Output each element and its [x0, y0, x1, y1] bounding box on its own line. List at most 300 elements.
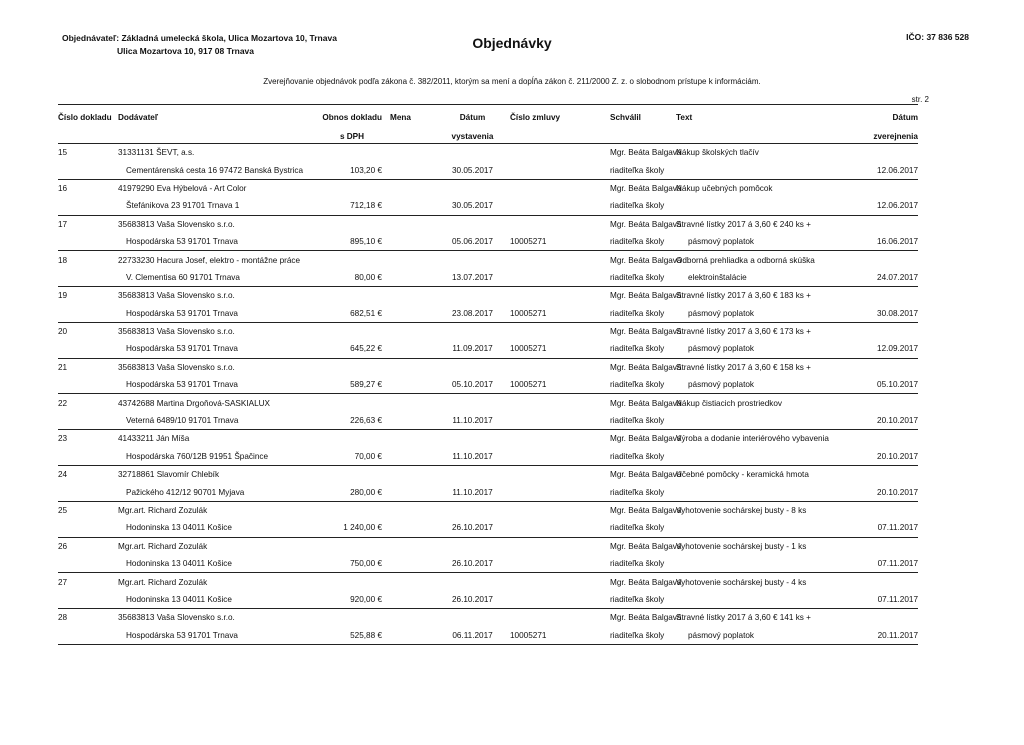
supplier-name: Mgr.art. Richard Zozulák: [118, 577, 208, 587]
order-text-2: pásmový poplatok: [676, 305, 846, 323]
amount-empty: [314, 358, 390, 376]
contract-empty: [510, 358, 598, 376]
published-empty: [846, 537, 918, 555]
approver-role: riaditeľka školy: [598, 305, 676, 323]
currency-empty: [390, 144, 435, 162]
approver-name: Mgr. Beáta Balgavá: [610, 613, 682, 623]
published-empty: [846, 322, 918, 340]
doc-number: 21: [58, 362, 68, 372]
supplier-address: Hospodárska 53 91701 Trnava: [118, 627, 314, 645]
issued-empty: [435, 394, 510, 412]
table-row: [58, 179, 918, 197]
order-text: Nákup čistiacich prostriedkov: [676, 398, 783, 408]
supplier-address: Hospodárska 53 91701 Trnava: [118, 233, 314, 251]
currency-empty: [390, 627, 435, 645]
order-text: Stravné lístky 2017 á 3,60 € 141 ks +: [676, 613, 811, 623]
currency-empty: [390, 430, 435, 448]
table-row: [58, 519, 918, 537]
table-row: [58, 448, 918, 466]
amount-empty: [314, 609, 390, 627]
amount-empty: [314, 430, 390, 448]
currency-empty: [390, 376, 435, 394]
table-row: [58, 197, 918, 215]
approver-role: riaditeľka školy: [598, 555, 676, 573]
order-text: Nákup školských tlačív: [676, 148, 759, 158]
table-row: [58, 555, 918, 573]
publish-date: 24.07.2017: [846, 269, 918, 287]
table-row: [58, 144, 918, 162]
header-amount-vat: s DPH: [314, 124, 390, 144]
header-currency: Mena: [390, 105, 435, 125]
table-row: [58, 537, 918, 555]
publish-date: 05.10.2017: [846, 376, 918, 394]
contract-empty: [510, 501, 598, 519]
header-issued: Dátum: [435, 105, 510, 125]
publish-date: 12.06.2017: [846, 161, 918, 179]
issue-date: 11.10.2017: [435, 483, 510, 501]
doc-number-empty: [58, 483, 118, 501]
currency-empty: [390, 537, 435, 555]
table-row: [58, 591, 918, 609]
table-row: [58, 430, 918, 448]
amount-empty: [314, 537, 390, 555]
order-text: Stravné lístky 2017 á 3,60 € 183 ks +: [676, 291, 811, 301]
supplier-name: 43742688 Martina Drgoňová-SASKIALUX: [118, 398, 271, 408]
doc-number: 23: [58, 434, 68, 444]
supplier-address: Hodoninska 13 04011 Košice: [118, 591, 314, 609]
amount-value: 682,51 €: [314, 305, 390, 323]
approver-name: Mgr. Beáta Balgavá: [610, 506, 682, 515]
table-row: [58, 483, 918, 501]
currency-empty: [390, 269, 435, 287]
amount-value: 280,00 €: [314, 483, 390, 501]
table-row: [58, 573, 918, 591]
contract-empty: [510, 287, 598, 305]
table-row: [58, 287, 918, 305]
doc-number-empty: [58, 519, 118, 537]
doc-number-empty: [58, 305, 118, 323]
publish-date: 30.08.2017: [846, 305, 918, 323]
order-text: Vyhotovenie sochárskej busty - 8 ks: [676, 506, 807, 515]
amount-empty: [314, 144, 390, 162]
contract-empty: [510, 215, 598, 233]
order-text: Stravné lístky 2017 á 3,60 € 158 ks +: [676, 362, 811, 372]
approver-role: riaditeľka školy: [598, 161, 676, 179]
orderer-line-1: Objednávateľ: Základná umelecká škola, Ulica Mozartova 10, Trnava: [62, 33, 337, 43]
order-text: Stravné lístky 2017 á 3,60 € 240 ks +: [676, 219, 811, 229]
currency-empty: [390, 305, 435, 323]
amount-empty: [314, 215, 390, 233]
currency-empty: [390, 197, 435, 215]
contract-number: 10005271: [510, 233, 598, 251]
contract-empty: [510, 430, 598, 448]
currency-empty: [390, 340, 435, 358]
currency-empty: [390, 466, 435, 484]
issued-empty: [435, 322, 510, 340]
amount-value: 70,00 €: [314, 448, 390, 466]
currency-empty: [390, 591, 435, 609]
amount-value: 1 240,00 €: [314, 519, 390, 537]
doc-number-empty: [58, 376, 118, 394]
approver-role: riaditeľka školy: [598, 627, 676, 645]
table-row: [58, 269, 918, 287]
issue-date: 11.09.2017: [435, 340, 510, 358]
issued-empty: [435, 287, 510, 305]
publish-date: 16.06.2017: [846, 233, 918, 251]
currency-empty: [390, 179, 435, 197]
order-text-2: [676, 197, 846, 215]
issue-date: 26.10.2017: [435, 555, 510, 573]
amount-value: 80,00 €: [314, 269, 390, 287]
published-empty: [846, 430, 918, 448]
contract-number: [510, 519, 598, 537]
issued-empty: [435, 215, 510, 233]
contract-number: [510, 448, 598, 466]
table-row: [58, 358, 918, 376]
doc-number: 20: [58, 327, 68, 337]
currency-empty: [390, 161, 435, 179]
table-row: [58, 251, 918, 269]
order-text: Vyhotovenie sochárskej busty - 1 ks: [676, 541, 807, 551]
amount-value: 103,20 €: [314, 161, 390, 179]
approver-name: Mgr. Beáta Balgavá: [610, 398, 682, 408]
supplier-address: Cementárenská cesta 16 97472 Banská Bystrica: [118, 161, 314, 179]
approver-role: riaditeľka školy: [598, 376, 676, 394]
issue-date: 06.11.2017: [435, 627, 510, 645]
amount-value: 645,22 €: [314, 340, 390, 358]
currency-empty: [390, 501, 435, 519]
approver-name: Mgr. Beáta Balgavá: [610, 541, 682, 551]
order-text: Stravné lístky 2017 á 3,60 € 173 ks +: [676, 327, 811, 337]
publish-date: 12.06.2017: [846, 197, 918, 215]
issue-date: 11.10.2017: [435, 412, 510, 430]
doc-number: 28: [58, 613, 68, 623]
supplier-name: 41979290 Eva Hýbelová - Art Color: [118, 183, 247, 193]
approver-role: riaditeľka školy: [598, 591, 676, 609]
doc-number: 24: [58, 470, 68, 480]
approver-name: Mgr. Beáta Balgavá: [610, 327, 682, 337]
table-row: [58, 233, 918, 251]
header-contract: Číslo zmluvy: [510, 105, 598, 125]
issued-empty: [435, 430, 510, 448]
table-row: [58, 322, 918, 340]
doc-number-empty: [58, 591, 118, 609]
approver-name: Mgr. Beáta Balgavá: [610, 434, 682, 444]
amount-empty: [314, 251, 390, 269]
publish-date: 20.10.2017: [846, 483, 918, 501]
publish-date: 20.11.2017: [846, 627, 918, 645]
contract-number: 10005271: [510, 340, 598, 358]
published-empty: [846, 358, 918, 376]
publish-date: 07.11.2017: [846, 555, 918, 573]
amount-empty: [314, 466, 390, 484]
doc-number: 27: [58, 577, 68, 587]
header-issued-2: vystavenia: [435, 124, 510, 144]
doc-number: 16: [58, 183, 68, 193]
order-text-2: [676, 412, 846, 430]
header-published: Dátum: [846, 105, 918, 125]
contract-number: [510, 412, 598, 430]
doc-number: 22: [58, 398, 68, 408]
amount-empty: [314, 322, 390, 340]
doc-number-empty: [58, 340, 118, 358]
published-empty: [846, 573, 918, 591]
contract-empty: [510, 466, 598, 484]
published-empty: [846, 466, 918, 484]
approver-role: riaditeľka školy: [598, 269, 676, 287]
published-empty: [846, 251, 918, 269]
amount-value: 920,00 €: [314, 591, 390, 609]
issue-date: 23.08.2017: [435, 305, 510, 323]
approver-name: Mgr. Beáta Balgavá: [610, 219, 682, 229]
header-supplier: Dodávateľ: [118, 105, 314, 125]
contract-number: [510, 555, 598, 573]
issued-empty: [435, 179, 510, 197]
order-text-2: [676, 519, 846, 537]
doc-number: 19: [58, 291, 68, 301]
supplier-address: Hodoninska 13 04011 Košice: [118, 519, 314, 537]
doc-number-empty: [58, 269, 118, 287]
supplier-name: 35683813 Vaša Slovensko s.r.o.: [118, 327, 235, 337]
doc-number: 17: [58, 219, 68, 229]
header-amount: Obnos dokladu: [314, 105, 390, 125]
approver-name: Mgr. Beáta Balgavá: [610, 255, 682, 265]
legal-subtitle: Zverejňovanie objednávok podľa zákona č. 382/2011, ktorým sa mení a dopĺňa zákon č. 211/2000 Z. z. o slobodnom prístupe k informáciám.: [263, 77, 761, 86]
table-row: [58, 501, 918, 519]
currency-empty: [390, 483, 435, 501]
approver-role: riaditeľka školy: [598, 448, 676, 466]
issued-empty: [435, 358, 510, 376]
published-empty: [846, 287, 918, 305]
issue-date: 13.07.2017: [435, 269, 510, 287]
table-row: [58, 609, 918, 627]
currency-empty: [390, 573, 435, 591]
supplier-address: V. Clementisa 60 91701 Trnava: [118, 269, 314, 287]
supplier-name: 32718861 Slavomír Chlebík: [118, 470, 220, 480]
currency-empty: [390, 555, 435, 573]
order-text-2: [676, 161, 846, 179]
orderer-line-2: Ulica Mozartova 10, 917 08 Trnava: [117, 46, 255, 56]
header-text: Text: [676, 105, 846, 125]
table-row: [58, 627, 918, 645]
issued-empty: [435, 501, 510, 519]
order-text-2: pásmový poplatok: [676, 340, 846, 358]
approver-name: Mgr. Beáta Balgavá: [610, 183, 682, 193]
issued-empty: [435, 609, 510, 627]
supplier-name: 35683813 Vaša Slovensko s.r.o.: [118, 219, 235, 229]
doc-number-empty: [58, 161, 118, 179]
issue-date: 26.10.2017: [435, 591, 510, 609]
table-row: [58, 340, 918, 358]
doc-number-empty: [58, 233, 118, 251]
order-text-2: [676, 555, 846, 573]
doc-number: 25: [58, 506, 68, 515]
order-text: Vyhotovenie sochárskej busty - 4 ks: [676, 577, 807, 587]
published-empty: [846, 179, 918, 197]
order-text: Nákup učebných pomôcok: [676, 183, 773, 193]
issued-empty: [435, 466, 510, 484]
table-row: [58, 466, 918, 484]
currency-empty: [390, 519, 435, 537]
doc-number: 26: [58, 541, 68, 551]
supplier-name: 35683813 Vaša Slovensko s.r.o.: [118, 613, 235, 623]
amount-value: 895,10 €: [314, 233, 390, 251]
approver-role: riaditeľka školy: [598, 412, 676, 430]
approver-name: Mgr. Beáta Balgavá: [610, 291, 682, 301]
contract-empty: [510, 394, 598, 412]
contract-empty: [510, 179, 598, 197]
supplier-name: 31331131 ŠEVT, a.s.: [118, 148, 195, 158]
approver-role: riaditeľka školy: [598, 519, 676, 537]
header-doc-no: Číslo dokladu: [58, 105, 118, 125]
amount-value: 525,88 €: [314, 627, 390, 645]
table-row: [58, 305, 918, 323]
currency-empty: [390, 215, 435, 233]
publish-date: 07.11.2017: [846, 519, 918, 537]
doc-number: 18: [58, 255, 68, 265]
page-number: str. 2: [911, 95, 929, 104]
currency-empty: [390, 448, 435, 466]
order-text-2: pásmový poplatok: [676, 627, 846, 645]
supplier-address: Hospodárska 53 91701 Trnava: [118, 305, 314, 323]
publish-date: 20.10.2017: [846, 412, 918, 430]
issue-date: 30.05.2017: [435, 197, 510, 215]
issued-empty: [435, 573, 510, 591]
table-row: [58, 215, 918, 233]
contract-number: [510, 197, 598, 215]
supplier-name: 22733230 Hacura Josef, elektro - montážne práce: [118, 255, 301, 265]
amount-empty: [314, 394, 390, 412]
approver-role: riaditeľka školy: [598, 340, 676, 358]
amount-value: 226,63 €: [314, 412, 390, 430]
contract-number: 10005271: [510, 376, 598, 394]
publish-date: 12.09.2017: [846, 340, 918, 358]
contract-empty: [510, 251, 598, 269]
amount-value: 712,18 €: [314, 197, 390, 215]
supplier-name: Mgr.art. Richard Zozulák: [118, 506, 208, 515]
contract-empty: [510, 537, 598, 555]
approver-name: Mgr. Beáta Balgavá: [610, 148, 682, 158]
doc-number-empty: [58, 412, 118, 430]
published-empty: [846, 144, 918, 162]
currency-empty: [390, 287, 435, 305]
approver-role: riaditeľka školy: [598, 233, 676, 251]
supplier-name: Mgr.art. Richard Zozulák: [118, 541, 208, 551]
doc-number-empty: [58, 555, 118, 573]
amount-value: 750,00 €: [314, 555, 390, 573]
issue-date: 11.10.2017: [435, 448, 510, 466]
approver-role: riaditeľka školy: [598, 483, 676, 501]
publish-date: 20.10.2017: [846, 448, 918, 466]
order-text: Učebné pomôcky - keramická hmota: [676, 470, 809, 480]
table-row: [58, 394, 918, 412]
currency-empty: [390, 322, 435, 340]
ico-number: IČO: 37 836 528: [906, 32, 969, 42]
supplier-address: Pažického 412/12 90701 Myjava: [118, 483, 314, 501]
amount-empty: [314, 179, 390, 197]
table-row: [58, 376, 918, 394]
contract-empty: [510, 573, 598, 591]
order-text-2: [676, 448, 846, 466]
table-header-row-2: [58, 124, 918, 144]
order-text-2: [676, 483, 846, 501]
supplier-name: 35683813 Vaša Slovensko s.r.o.: [118, 291, 235, 301]
contract-empty: [510, 322, 598, 340]
supplier-address: Hospodárska 53 91701 Trnava: [118, 376, 314, 394]
contract-empty: [510, 609, 598, 627]
amount-empty: [314, 287, 390, 305]
contract-number: [510, 269, 598, 287]
currency-empty: [390, 251, 435, 269]
supplier-name: 41433211 Ján Míša: [118, 434, 190, 444]
supplier-address: Hospodárska 760/12B 91951 Špačince: [118, 448, 314, 466]
amount-empty: [314, 573, 390, 591]
amount-value: 589,27 €: [314, 376, 390, 394]
currency-empty: [390, 358, 435, 376]
contract-empty: [510, 144, 598, 162]
contract-number: 10005271: [510, 627, 598, 645]
order-text-2: pásmový poplatok: [676, 376, 846, 394]
issued-empty: [435, 251, 510, 269]
order-text: Výroba a dodanie interiérového vybavenia: [676, 434, 829, 444]
issued-empty: [435, 144, 510, 162]
doc-number-empty: [58, 448, 118, 466]
approver-role: riaditeľka školy: [598, 197, 676, 215]
doc-number-empty: [58, 627, 118, 645]
contract-number: [510, 161, 598, 179]
currency-empty: [390, 233, 435, 251]
currency-empty: [390, 412, 435, 430]
supplier-address: Hodoninska 13 04011 Košice: [118, 555, 314, 573]
supplier-address: Hospodárska 53 91701 Trnava: [118, 340, 314, 358]
amount-empty: [314, 501, 390, 519]
approver-name: Mgr. Beáta Balgavá: [610, 577, 682, 587]
order-text-2: pásmový poplatok: [676, 233, 846, 251]
currency-empty: [390, 609, 435, 627]
approver-name: Mgr. Beáta Balgavá: [610, 362, 682, 372]
supplier-address: Veterná 6489/10 91701 Trnava: [118, 412, 314, 430]
currency-empty: [390, 394, 435, 412]
order-text-2: elektroinštalácie: [676, 269, 846, 287]
published-empty: [846, 609, 918, 627]
published-empty: [846, 215, 918, 233]
orders-table: [58, 104, 918, 645]
issue-date: 05.06.2017: [435, 233, 510, 251]
order-text-2: [676, 591, 846, 609]
issue-date: 26.10.2017: [435, 519, 510, 537]
supplier-name: 35683813 Vaša Slovensko s.r.o.: [118, 362, 235, 372]
document-title: Objednávky: [472, 35, 552, 51]
contract-number: [510, 483, 598, 501]
issue-date: 05.10.2017: [435, 376, 510, 394]
header-published-2: zverejnenia: [846, 124, 918, 144]
publish-date: 07.11.2017: [846, 591, 918, 609]
issue-date: 30.05.2017: [435, 161, 510, 179]
order-text: Odborná prehliadka a odborná skúška: [676, 255, 815, 265]
published-empty: [846, 501, 918, 519]
contract-number: 10005271: [510, 305, 598, 323]
approver-name: Mgr. Beáta Balgavá: [610, 470, 682, 480]
doc-number-empty: [58, 197, 118, 215]
table-row: [58, 161, 918, 179]
supplier-address: Štefánikova 23 91701 Trnava 1: [118, 197, 314, 215]
contract-number: [510, 591, 598, 609]
table-header-row: [58, 105, 918, 125]
header-approved: Schválil: [598, 105, 676, 125]
table-row: [58, 412, 918, 430]
published-empty: [846, 394, 918, 412]
doc-number: 15: [58, 148, 68, 158]
